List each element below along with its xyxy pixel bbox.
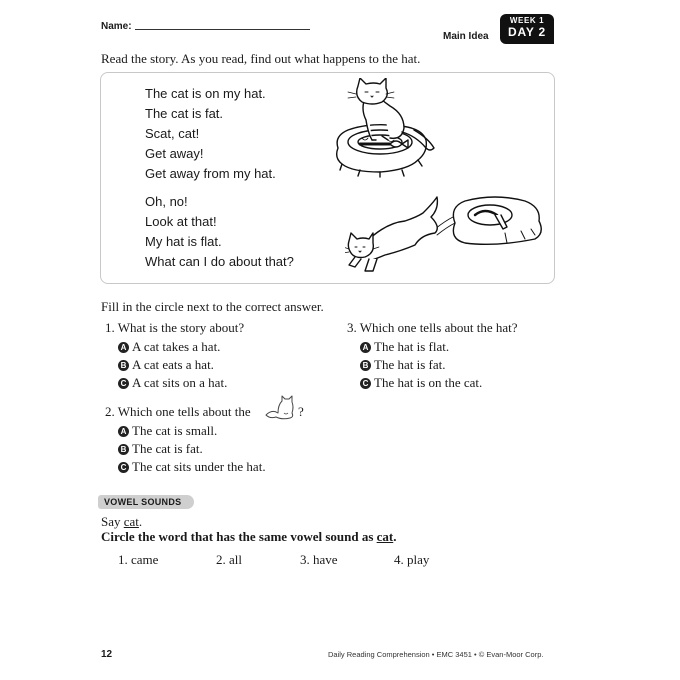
- q2-option-c[interactable]: [118, 459, 266, 475]
- circle-word: cat: [376, 529, 394, 544]
- question-number: 1.: [105, 320, 115, 335]
- q1-option-a[interactable]: [118, 339, 220, 355]
- answer-bubble-b[interactable]: B: [360, 360, 371, 371]
- story-line: The cat is on my hat.: [145, 86, 266, 101]
- option-text: The hat is on the cat.: [374, 375, 483, 390]
- question-number: 2.: [105, 404, 115, 419]
- circle-instruction: [101, 529, 397, 545]
- q1-option-b[interactable]: [118, 357, 214, 373]
- question-2: [105, 404, 251, 420]
- story-line: My hat is flat.: [145, 234, 222, 249]
- vowel-choice-4[interactable]: 4. play: [394, 552, 430, 567]
- answer-bubble-b[interactable]: B: [118, 444, 129, 455]
- option-text: A cat sits on a hat.: [132, 375, 228, 390]
- vowel-sounds-badge: VOWEL SOUNDS: [98, 495, 194, 509]
- option-text: The hat is fat.: [374, 357, 446, 372]
- question-3: [347, 320, 518, 336]
- answer-bubble-c[interactable]: C: [118, 462, 129, 473]
- day-label: DAY 2: [507, 25, 547, 39]
- answer-bubble-c[interactable]: C: [118, 378, 129, 389]
- question-text: Which one tells about the: [117, 404, 251, 419]
- week-day-badge: [500, 14, 554, 44]
- cat-icon: [264, 395, 296, 421]
- page-number: 12: [101, 649, 113, 660]
- question-1: [105, 320, 244, 336]
- story-line: Oh, no!: [145, 194, 188, 209]
- say-word: cat: [123, 514, 139, 529]
- name-label: Name:: [101, 21, 132, 32]
- question-text: Which one tells about the hat?: [359, 320, 518, 335]
- answer-bubble-a[interactable]: A: [118, 426, 129, 437]
- circle-suffix: .: [393, 529, 397, 544]
- option-text: The cat is fat.: [132, 441, 203, 456]
- q2-option-b[interactable]: [118, 441, 203, 457]
- question-text: What is the story about?: [117, 320, 245, 335]
- vowel-choice-3[interactable]: 3. have: [300, 552, 338, 567]
- footer-credit: Daily Reading Comprehension • EMC 3451 • © Evan-Moor Corp.: [328, 650, 544, 659]
- story-line: Scat, cat!: [145, 126, 200, 141]
- question-2-end: ?: [298, 404, 304, 419]
- option-text: A cat takes a hat.: [132, 339, 221, 354]
- reading-instructions: Read the story. As you read, find out what happens to the hat.: [101, 51, 421, 66]
- story-line: Get away!: [145, 146, 204, 161]
- cat-running-illustration: [345, 193, 550, 278]
- q2-option-a[interactable]: [118, 423, 217, 439]
- option-text: The cat sits under the hat.: [132, 459, 266, 474]
- say-prefix: Say: [101, 514, 124, 529]
- answer-bubble-b[interactable]: B: [118, 360, 129, 371]
- q3-option-c[interactable]: [360, 375, 482, 391]
- story-line: The cat is fat.: [145, 106, 224, 121]
- say-instruction: [101, 514, 142, 530]
- answer-bubble-a[interactable]: A: [360, 342, 371, 353]
- vowel-choice-1[interactable]: 1. came: [118, 552, 159, 567]
- story-line: Look at that!: [145, 214, 217, 229]
- cat-on-hat-illustration: [330, 78, 440, 178]
- answer-bubble-c[interactable]: C: [360, 378, 371, 389]
- skill-label: Main Idea: [443, 31, 489, 42]
- story-line: What can I do about that?: [145, 254, 294, 269]
- option-text: The hat is flat.: [374, 339, 450, 354]
- name-field[interactable]: [135, 29, 310, 30]
- question-number: 3.: [347, 320, 357, 335]
- story-text: [145, 84, 294, 272]
- story-line: Get away from my hat.: [145, 166, 276, 181]
- q3-option-a[interactable]: [360, 339, 449, 355]
- say-suffix: .: [138, 514, 143, 529]
- option-text: The cat is small.: [132, 423, 218, 438]
- circle-prefix: Circle the word that has the same vowel sound as: [101, 529, 377, 544]
- option-text: A cat eats a hat.: [132, 357, 214, 372]
- answer-bubble-a[interactable]: A: [118, 342, 129, 353]
- quiz-instructions: Fill in the circle next to the correct answer.: [101, 299, 324, 314]
- q3-option-b[interactable]: [360, 357, 445, 373]
- vowel-choice-2[interactable]: 2. all: [216, 552, 242, 567]
- q1-option-c[interactable]: [118, 375, 227, 391]
- week-label: WEEK 1: [509, 16, 545, 25]
